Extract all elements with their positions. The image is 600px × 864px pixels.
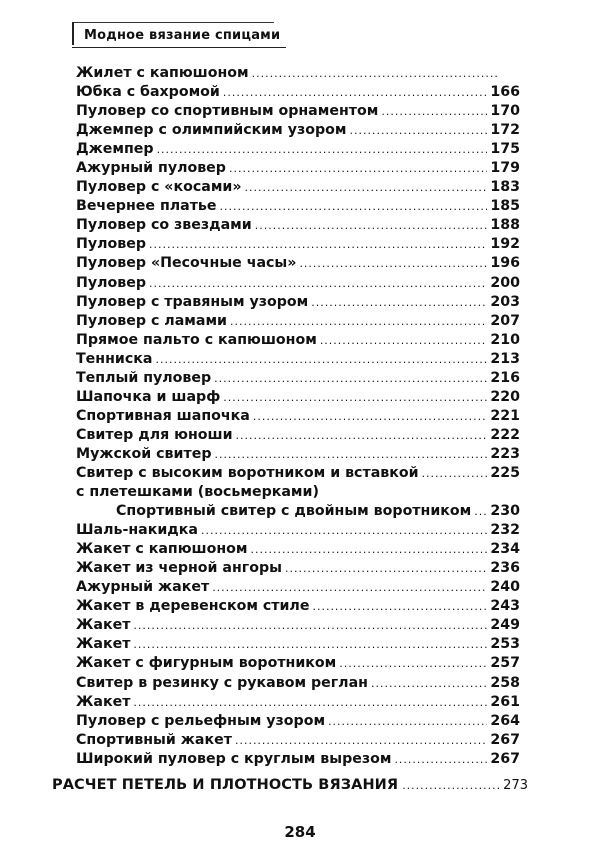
toc-entry: Пуловер с травяным узором ..... 203	[76, 293, 520, 312]
toc-entry: с плетешками (восьмерками)	[76, 484, 319, 501]
table-of-contents	[76, 64, 520, 769]
toc-entry: Пуловер ..... 200	[76, 274, 520, 293]
toc-entry: Прямое пальто с капюшоном ..... 210	[76, 331, 520, 350]
toc-entry: Пуловер «Песочные часы» ..... 196	[76, 254, 520, 273]
dot-leader	[149, 235, 487, 254]
dot-leader	[371, 674, 487, 693]
dot-leader	[236, 426, 488, 445]
toc-entry: Теплый пуловер ..... 216	[76, 369, 520, 388]
dot-leader	[255, 216, 488, 235]
toc-entry: Шапочка и шарф ..... 220	[76, 388, 520, 407]
toc-entry: Жилет с капюшоном .....	[76, 64, 520, 83]
running-head-rule	[72, 47, 286, 48]
dot-leader	[133, 635, 487, 654]
dot-leader	[214, 445, 487, 464]
dot-leader	[230, 312, 487, 331]
running-head-text: Модное вязание спицами	[84, 27, 281, 44]
dot-leader	[422, 464, 488, 483]
dot-leader	[474, 502, 487, 521]
toc-entry: Мужской свитер ..... 223	[76, 445, 520, 464]
dot-leader	[214, 369, 487, 388]
dot-leader	[220, 197, 488, 216]
dot-leader	[149, 274, 487, 293]
dot-leader	[133, 616, 487, 635]
toc-entry: Пуловер со спортивным орнаментом ..... 170	[76, 102, 520, 121]
toc-entry: Жакет с капюшоном ..... 234	[76, 540, 520, 559]
dot-leader	[133, 693, 487, 712]
toc-entry: Пуловер со звездами ..... 188	[76, 216, 520, 235]
dot-leader	[229, 159, 487, 178]
dot-leader	[235, 731, 487, 750]
toc-entry: Свитер для юноши ..... 222	[76, 426, 520, 445]
toc-entry: Спортивный жакет ..... 267	[76, 731, 520, 750]
dot-leader	[155, 350, 487, 369]
dot-leader	[285, 559, 487, 578]
toc-entry: Пуловер ..... 192	[76, 235, 520, 254]
dot-leader	[299, 254, 487, 273]
toc-entry: Джемпер с олимпийским узором ..... 172	[76, 121, 520, 140]
toc-entry: Джемпер ..... 175	[76, 140, 520, 159]
page-number: 284	[284, 823, 316, 841]
dot-leader	[212, 578, 487, 597]
dot-leader	[201, 521, 487, 540]
dot-leader	[253, 407, 488, 426]
dot-leader	[339, 654, 487, 673]
dot-leader	[320, 331, 488, 350]
toc-entry: Спортивная шапочка ..... 221	[76, 407, 520, 426]
toc-entry: Вечернее платье ..... 185	[76, 197, 520, 216]
toc-entry: Свитер в резинку с рукавом реглан ..... 258	[76, 674, 520, 693]
toc-entry: Жакет ..... 253	[76, 635, 520, 654]
dot-leader	[312, 597, 487, 616]
dot-leader	[252, 64, 498, 83]
toc-entry: Тенниска ..... 213	[76, 350, 520, 369]
dot-leader	[328, 712, 487, 731]
toc-entry: Ажурный жакет ..... 240	[76, 578, 520, 597]
dot-leader	[223, 83, 488, 102]
dot-leader	[245, 178, 488, 197]
toc-entry: Свитер с высоким воротником и вставкой ..... 225	[76, 464, 520, 483]
toc-entry: Пуловер с «косами» ..... 183	[76, 178, 520, 197]
toc-entry: Жакет ..... 249	[76, 616, 520, 635]
toc-entry: Жакет с фигурным воротником ..... 257	[76, 654, 520, 673]
toc-entry: Широкий пуловер с круглым вырезом ..... 267	[76, 750, 520, 769]
dot-leader	[157, 140, 488, 159]
toc-section-heading: РАСЧЕТ ПЕТЕЛЬ И ПЛОТНОСТЬ ВЯЗАНИЯ ..... 273	[52, 777, 528, 793]
toc-entry: Жакет в деревенском стиле ..... 243	[76, 597, 520, 616]
dot-leader	[381, 102, 487, 121]
toc-entry: Шаль-накидка ..... 232	[76, 521, 520, 540]
dot-leader	[394, 750, 487, 769]
toc-entry-continuation: Спортивный свитер с двойным воротником ..... 230	[76, 502, 520, 521]
dot-leader	[311, 293, 487, 312]
dot-leader	[402, 779, 499, 792]
toc-entry: Юбка с бахромой ..... 166	[76, 83, 520, 102]
toc-entry: Жакет из черной ангоры ..... 236	[76, 559, 520, 578]
dot-leader	[349, 121, 487, 140]
dot-leader	[223, 388, 487, 407]
running-head	[72, 22, 281, 45]
toc-entry: Ажурный пуловер ..... 179	[76, 159, 520, 178]
toc-entry: Жакет ..... 261	[76, 693, 520, 712]
dot-leader	[250, 540, 487, 559]
toc-entry: Пуловер с ламами ..... 207	[76, 312, 520, 331]
toc-entry: Пуловер с рельефным узором ..... 264	[76, 712, 520, 731]
